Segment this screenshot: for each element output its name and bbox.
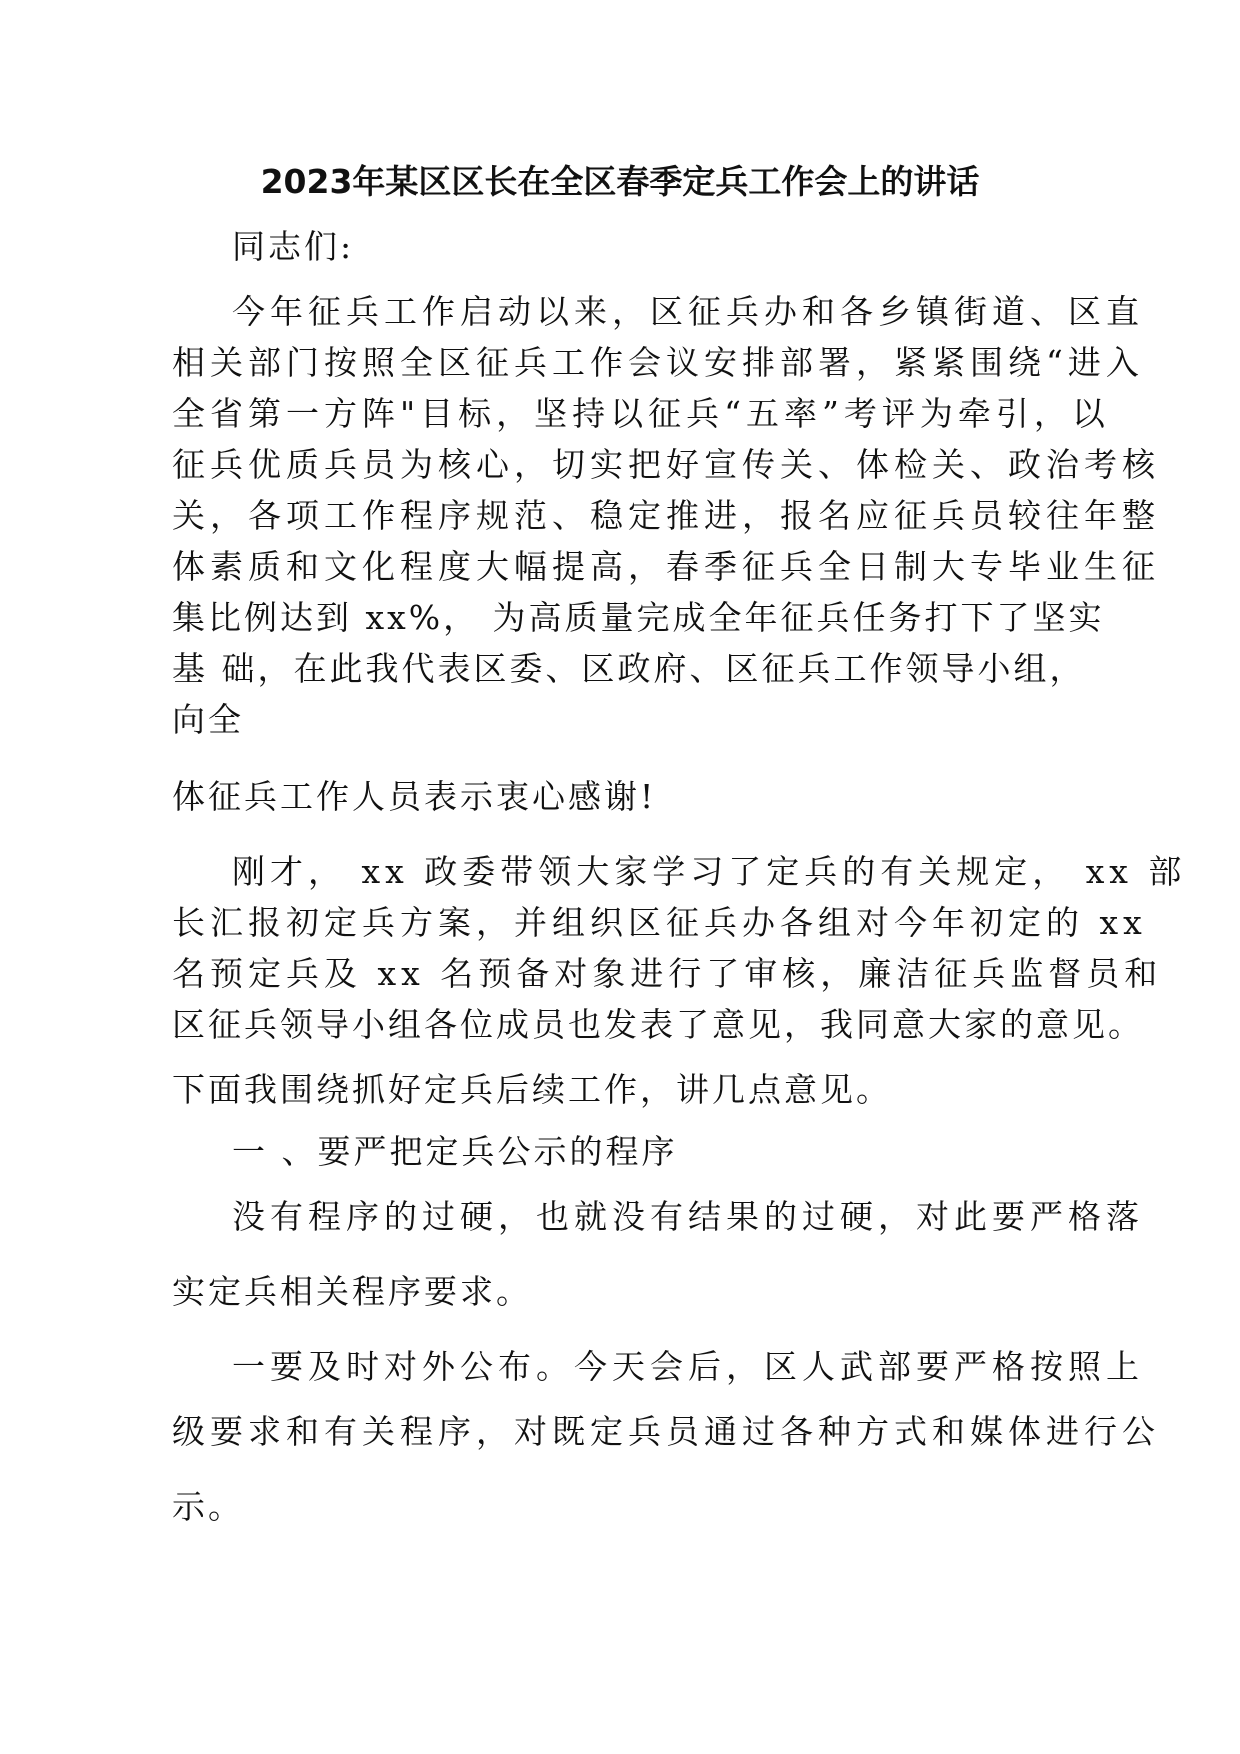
text-line: 关，各项工作程序规范、稳定推进，报名应征兵员较往年整: [172, 496, 1160, 535]
salutation: 同志们:: [232, 227, 355, 266]
text-line: 基 础，在此我代表区委、区政府、区征兵工作领导小组，: [172, 649, 1086, 688]
document-title: 2023年某区区长在全区春季定兵工作会上的讲话: [260, 162, 980, 201]
section-heading: 一 、要严把定兵公示的程序: [232, 1132, 678, 1171]
text-line: 实定兵相关程序要求。: [172, 1272, 532, 1311]
text-line: 体素质和文化程度大幅提高，春季征兵全日制大专毕业生征: [172, 547, 1160, 586]
text-line: 没有程序的过硬，也就没有结果的过硬，对此要严格落: [232, 1197, 1144, 1236]
text-line: 级要求和有关程序，对既定兵员通过各种方式和媒体进行公: [172, 1412, 1160, 1451]
text-line: 征兵优质兵员为核心，切实把好宣传关、体检关、政治考核: [172, 445, 1160, 484]
text-line: 集比例达到 xx%， 为高质量完成全年征兵任务打下了坚实: [172, 598, 1105, 637]
text-line: 今年征兵工作启动以来，区征兵办和各乡镇街道、区直: [232, 292, 1144, 331]
text-line: 相关部门按照全区征兵工作会议安排部署，紧紧围绕“进入: [172, 343, 1144, 382]
text-line: 刚才， xx 政委带领大家学习了定兵的有关规定， xx 部: [232, 852, 1187, 891]
text-line: 区征兵领导小组各位成员也发表了意见，我同意大家的意见。: [172, 1005, 1144, 1044]
text-line: 名预定兵及 xx 名预备对象进行了审核，廉洁征兵监督员和: [172, 954, 1163, 993]
text-line: 向全: [172, 700, 244, 739]
text-line: 下面我围绕抓好定兵后续工作，讲几点意见。: [172, 1070, 892, 1109]
text-line: 体征兵工作人员表示衷心感谢!: [172, 777, 657, 816]
text-line: 长汇报初定兵方案，并组织区征兵办各组对今年初定的 xx: [172, 903, 1147, 942]
text-line: 一要及时对外公布。今天会后，区人武部要严格按照上: [232, 1347, 1144, 1386]
text-line: 示。: [172, 1487, 244, 1526]
text-line: 全省第一方阵"目标，坚持以征兵“五率”考评为牵引，以: [172, 394, 1110, 433]
